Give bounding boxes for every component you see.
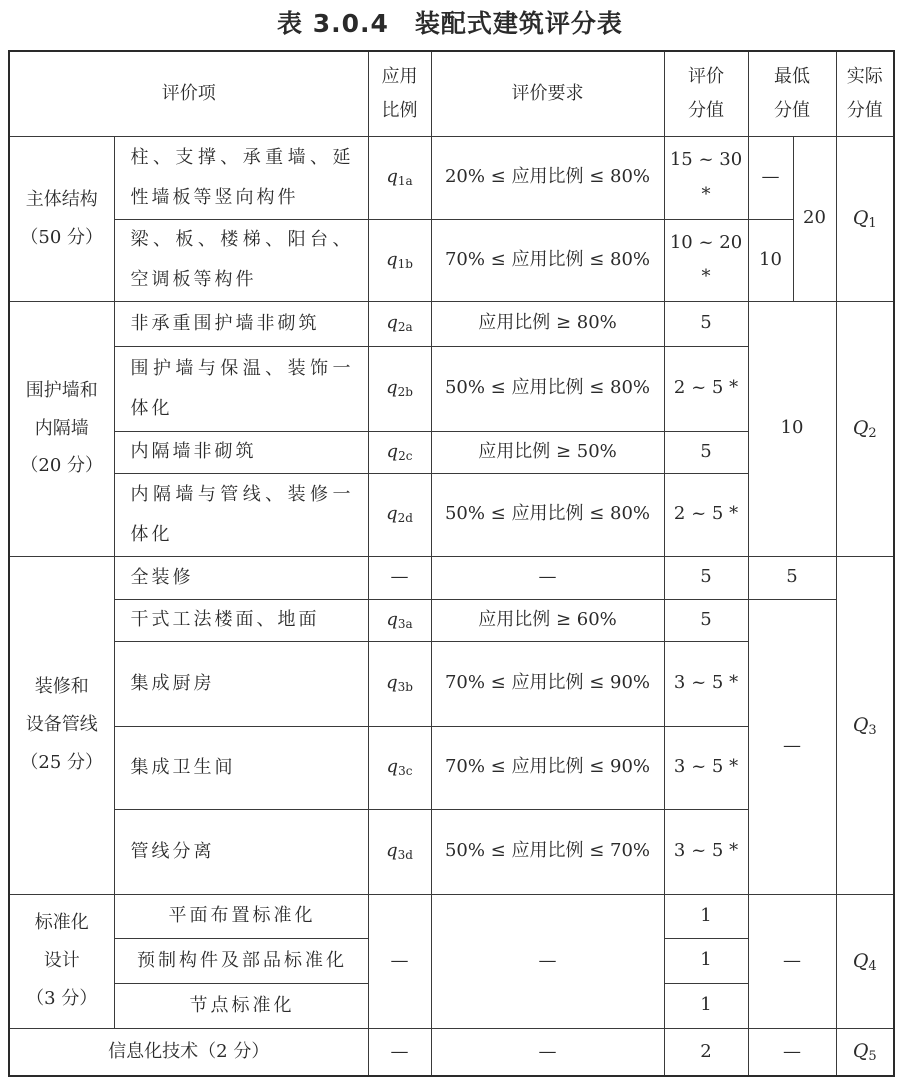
requirement: 应用比例 ≥ 50% bbox=[431, 431, 664, 473]
table-row bbox=[9, 556, 894, 599]
score: 2 ~ 5 * bbox=[664, 473, 748, 556]
ratio-symbol: $q_{3c}$ bbox=[368, 726, 431, 809]
score: 3 ~ 5 * bbox=[664, 641, 748, 726]
header-min: 最低分值 bbox=[748, 51, 836, 136]
category-decoration-pipelines: 装修和 设备管线 （25 分） bbox=[9, 556, 114, 894]
table-row bbox=[9, 1028, 894, 1076]
score: 5 bbox=[664, 556, 748, 599]
ratio-symbol: $q_{3a}$ bbox=[368, 599, 431, 641]
header-row bbox=[9, 51, 894, 136]
item-label: 围护墙与保温、装饰一体化 bbox=[114, 346, 368, 431]
actual-score: $Q_5$ bbox=[836, 1028, 894, 1076]
ratio-symbol: $q_{3d}$ bbox=[368, 809, 431, 894]
score: 2 ~ 5 * bbox=[664, 346, 748, 431]
table-row bbox=[9, 894, 894, 938]
table-title: 表 3.0.4 装配式建筑评分表 bbox=[277, 9, 623, 38]
ratio-symbol: $q_{2d}$ bbox=[368, 473, 431, 556]
score: 3 ~ 5 * bbox=[664, 809, 748, 894]
score: 1 bbox=[664, 894, 748, 938]
ratio-symbol: — bbox=[368, 1028, 431, 1076]
requirement: — bbox=[431, 894, 664, 1028]
item-label: 非承重围护墙非砌筑 bbox=[114, 301, 368, 346]
item-label: 平面布置标准化 bbox=[114, 894, 368, 938]
requirement: 应用比例 ≥ 80% bbox=[431, 301, 664, 346]
header-item: 评价项 bbox=[9, 51, 368, 136]
header-actual: 实际分值 bbox=[836, 51, 894, 136]
score: 5 bbox=[664, 431, 748, 473]
min-score: — bbox=[748, 136, 793, 219]
requirement: 50% ≤ 应用比例 ≤ 80% bbox=[431, 346, 664, 431]
table-row bbox=[9, 219, 894, 301]
requirement: 应用比例 ≥ 60% bbox=[431, 599, 664, 641]
requirement: 50% ≤ 应用比例 ≤ 80% bbox=[431, 473, 664, 556]
score: 2 bbox=[664, 1028, 748, 1076]
ratio-symbol: $q_{3b}$ bbox=[368, 641, 431, 726]
min-score: — bbox=[748, 599, 836, 894]
ratio-symbol: $q_{2b}$ bbox=[368, 346, 431, 431]
actual-score: $Q_4$ bbox=[836, 894, 894, 1028]
requirement: 50% ≤ 应用比例 ≤ 70% bbox=[431, 809, 664, 894]
category-standardized-design: 标准化 设计 （3 分） bbox=[9, 894, 114, 1028]
assessment-table bbox=[8, 50, 895, 1077]
ratio-symbol: — bbox=[368, 894, 431, 1028]
requirement: — bbox=[431, 556, 664, 599]
ratio-symbol: $q_{1b}$ bbox=[368, 219, 431, 301]
actual-score: $Q_1$ bbox=[836, 136, 894, 301]
actual-score: $Q_2$ bbox=[836, 301, 894, 556]
actual-score: $Q_3$ bbox=[836, 556, 894, 894]
min-score: 10 bbox=[748, 301, 836, 556]
ratio-symbol: $q_{2c}$ bbox=[368, 431, 431, 473]
category-envelope-walls: 围护墙和 内隔墙 （20 分） bbox=[9, 301, 114, 556]
score: 5 bbox=[664, 599, 748, 641]
item-label: 干式工法楼面、地面 bbox=[114, 599, 368, 641]
item-label: 内隔墙非砌筑 bbox=[114, 431, 368, 473]
score: 1 bbox=[664, 938, 748, 983]
item-label: 集成厨房 bbox=[114, 641, 368, 726]
min-score: — bbox=[748, 894, 836, 1028]
header-ratio: 应用比例 bbox=[368, 51, 431, 136]
requirement: 70% ≤ 应用比例 ≤ 90% bbox=[431, 726, 664, 809]
item-label: 集成卫生间 bbox=[114, 726, 368, 809]
header-score: 评价分值 bbox=[664, 51, 748, 136]
header-requirement: 评价要求 bbox=[431, 51, 664, 136]
score: 10 ~ 20 * bbox=[664, 219, 748, 301]
item-label: 内隔墙与管线、装修一体化 bbox=[114, 473, 368, 556]
score: 5 bbox=[664, 301, 748, 346]
item-label: 管线分离 bbox=[114, 809, 368, 894]
score: 3 ~ 5 * bbox=[664, 726, 748, 809]
item-label: 预制构件及部品标准化 bbox=[114, 938, 368, 983]
min-score-total: 20 bbox=[793, 136, 836, 301]
item-information-technology: 信息化技术（2 分） bbox=[9, 1028, 368, 1076]
table-row bbox=[9, 599, 894, 641]
min-score: 5 bbox=[748, 556, 836, 599]
item-label: 全装修 bbox=[114, 556, 368, 599]
item-label: 节点标准化 bbox=[114, 983, 368, 1028]
requirement: 20% ≤ 应用比例 ≤ 80% bbox=[431, 136, 664, 219]
table-row bbox=[9, 301, 894, 346]
item-label: 梁、板、楼梯、阳台、空调板等构件 bbox=[114, 219, 368, 301]
ratio-symbol: — bbox=[368, 556, 431, 599]
requirement: 70% ≤ 应用比例 ≤ 90% bbox=[431, 641, 664, 726]
score: 1 bbox=[664, 983, 748, 1028]
table-row bbox=[9, 136, 894, 219]
requirement: — bbox=[431, 1028, 664, 1076]
item-label: 柱、支撑、承重墙、延性墙板等竖向构件 bbox=[114, 136, 368, 219]
ratio-symbol: $q_{1a}$ bbox=[368, 136, 431, 219]
ratio-symbol: $q_{2a}$ bbox=[368, 301, 431, 346]
score: 15 ~ 30 * bbox=[664, 136, 748, 219]
min-score: — bbox=[748, 1028, 836, 1076]
min-score: 10 bbox=[748, 219, 793, 301]
category-main-structure: 主体结构 （50 分） bbox=[9, 136, 114, 301]
requirement: 70% ≤ 应用比例 ≤ 80% bbox=[431, 219, 664, 301]
